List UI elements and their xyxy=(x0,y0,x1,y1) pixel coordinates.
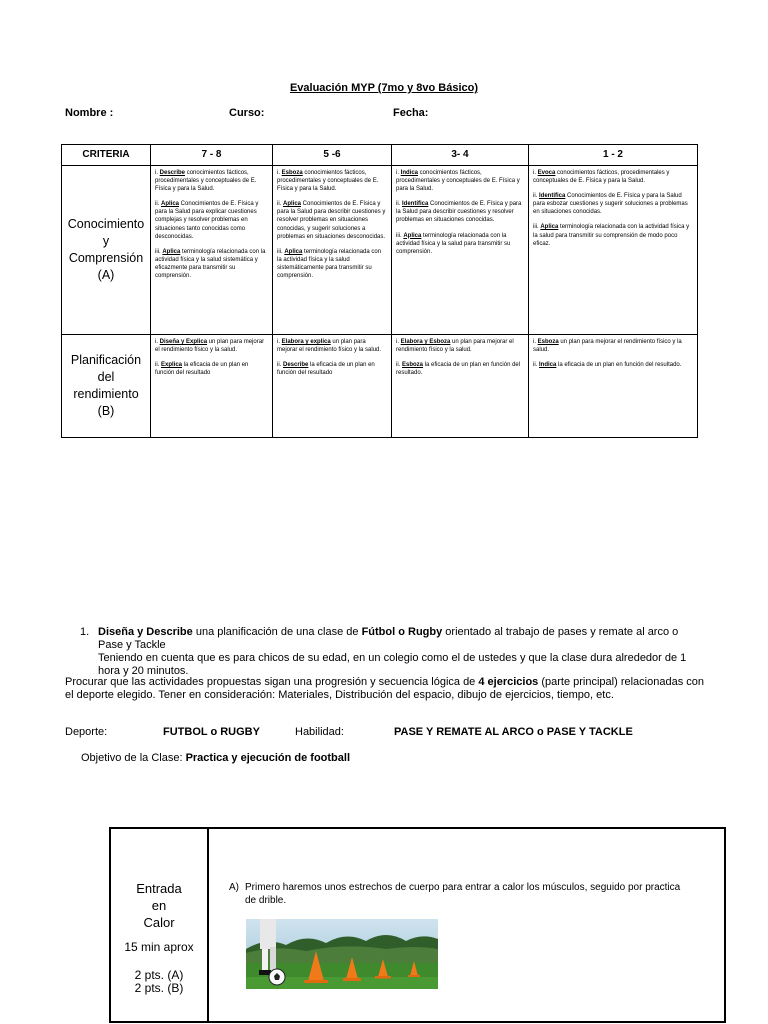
descriptor-text: la eficacia de un plan en función del resultado xyxy=(277,362,375,377)
item-a-label: A) xyxy=(229,882,239,893)
descriptor-lead: i. xyxy=(277,339,282,345)
question-line-1 xyxy=(98,626,718,639)
rubric-col-7-8: 7 - 8 xyxy=(151,145,273,166)
descriptor-verb: Esboza xyxy=(537,339,559,345)
criterion-a-line: Comprensión xyxy=(68,251,144,265)
rubric-descriptor xyxy=(155,248,268,280)
descriptor-lead: i. xyxy=(533,170,538,176)
rubric-descriptor xyxy=(155,338,268,354)
rubric-descriptor xyxy=(396,338,524,354)
rubric-descriptor xyxy=(277,200,387,240)
deporte-label: Deporte: xyxy=(65,726,108,738)
rubric-descriptor xyxy=(396,200,524,224)
question-bold-1: Diseña y Describe xyxy=(98,626,193,638)
question-line-3: Teniendo en cuenta que es para chicos de su edad, en un colegio como el de ustedes y que la clase dura alrededor de 1 xyxy=(98,652,687,664)
fecha-label: Fecha: xyxy=(393,107,429,119)
page-title: Evaluación MYP (7mo y 8vo Básico) xyxy=(289,82,479,94)
instructions-line-2: el deporte elegido. Tener en consideración: Materiales, Distribución del espacio, dibujo de ejercicios, tiempo, etc. xyxy=(65,689,614,701)
rubric-cell xyxy=(273,335,392,438)
descriptor-text: la eficacia de un plan en función del resultado. xyxy=(556,362,682,369)
descriptor-verb: Elabora y Esboza xyxy=(400,339,451,345)
deporte-value: FUTBOL o RUGBY xyxy=(163,726,260,738)
descriptor-verb: Identifica xyxy=(539,193,566,200)
descriptor-lead: iii. xyxy=(396,232,404,239)
descriptor-lead: ii. xyxy=(396,362,402,369)
rubric-descriptor xyxy=(396,232,524,256)
descriptor-verb: Aplica xyxy=(403,232,422,239)
descriptor-lead: ii. xyxy=(155,201,161,208)
criterion-b-line: Planificación xyxy=(70,353,142,368)
rubric-descriptor xyxy=(155,200,268,240)
descriptor-verb: Elabora y explica xyxy=(281,339,331,345)
descriptor-verb: Evoca xyxy=(537,170,556,176)
descriptor-lead: ii. xyxy=(533,362,539,369)
rubric-descriptor xyxy=(277,248,387,280)
rubric-cell xyxy=(529,166,698,335)
question-line-4: hora y 20 minutos. xyxy=(98,665,189,677)
descriptor-lead: ii. xyxy=(396,201,402,208)
rubric-cell xyxy=(529,335,698,438)
question-text-2: orientado al trabajo de pases y remate al arco o xyxy=(442,626,679,638)
rubric-descriptor xyxy=(277,338,387,354)
soccer-drill-photo xyxy=(246,919,438,989)
rubric-cell xyxy=(273,166,392,335)
criterion-a xyxy=(62,166,151,335)
soccer-drill-photo-icon xyxy=(246,919,438,989)
habilidad-value: PASE Y REMATE AL ARCO o PASE Y TACKLE xyxy=(394,726,633,738)
descriptor-verb: Aplica xyxy=(283,201,302,208)
descriptor-verb: Aplica xyxy=(540,224,559,231)
nombre-label: Nombre : xyxy=(65,107,114,119)
descriptor-text: conocimientos fácticos, procedimentales y conceptuales de E. Física y para la Salud. xyxy=(155,170,257,193)
instructions xyxy=(65,676,715,702)
rubric-row-b xyxy=(62,335,698,438)
item-a-line-1: Primero haremos unos estrechos de cuerpo para entrar a calor los músculos, seguido por practica xyxy=(245,882,681,893)
rubric-col-5-6: 5 -6 xyxy=(273,145,392,166)
criterion-b-line: del xyxy=(97,370,115,385)
instructions-text-2: (parte principal) relacionadas con xyxy=(538,676,704,688)
instructions-text-1: Procurar que las actividades propuestas sigan una progresión y secuencia lógica de xyxy=(65,676,479,688)
rubric-descriptor xyxy=(533,169,693,185)
rubric-descriptor xyxy=(277,169,387,193)
rubric-cell xyxy=(392,335,529,438)
criterion-a-line: (A) xyxy=(97,267,115,282)
descriptor-text: un plan para mejorar el rendimiento físico y la salud. xyxy=(277,339,382,354)
descriptor-verb: Explica xyxy=(161,362,183,369)
question-number: 1. xyxy=(80,626,90,638)
descriptor-text: terminología relacionada con la actividad física y la salud sistemática y eficazmente para transmitir su comprensión. xyxy=(155,248,266,280)
descriptor-verb: Aplica xyxy=(162,248,181,255)
descriptor-verb: Identifica xyxy=(402,201,429,208)
rubric-cell xyxy=(151,166,273,335)
item-a-text xyxy=(245,881,723,907)
points-a: 2 pts. (A) xyxy=(134,968,184,982)
rubric-table xyxy=(61,144,698,438)
descriptor-lead: iii. xyxy=(533,224,541,231)
points-b: 2 pts. (B) xyxy=(134,981,184,995)
descriptor-lead: i. xyxy=(277,170,282,176)
rubric-col-1-2: 1 - 2 xyxy=(529,145,698,166)
rubric-descriptor xyxy=(533,192,693,216)
descriptor-lead: ii. xyxy=(533,193,539,200)
criterion-b-line: rendimiento xyxy=(73,387,139,401)
question-text xyxy=(98,626,718,678)
descriptor-text: terminología relacionada con la actividad física y la salud para transmitir su comprensión. xyxy=(396,232,511,255)
descriptor-text: Conocimientos de E. Física y para la Salud para explicar cuestiones complejas y resolver problemas en situaciones tanto conocidas como desconocidas. xyxy=(155,201,259,240)
descriptor-lead: iii. xyxy=(277,248,285,255)
rubric-descriptor xyxy=(396,361,524,377)
rubric-header-row xyxy=(62,145,698,166)
instructions-line-1 xyxy=(65,676,715,689)
curso-label: Curso: xyxy=(229,107,265,119)
criterion-a-line: y xyxy=(102,234,110,249)
descriptor-text: Conocimientos de E. Física y para la Salud para describir cuestiones y resolver problemas en situaciones conocidas. xyxy=(396,201,522,224)
descriptor-verb: Aplica xyxy=(284,248,303,255)
item-a-line-2: de drible. xyxy=(245,895,287,906)
objetivo-label: Objetivo de la Clase: xyxy=(81,752,186,764)
question-bold-2: Fútbol o Rugby xyxy=(361,626,443,638)
criterion-a-line: Conocimiento xyxy=(67,217,145,232)
habilidad-label: Habilidad: xyxy=(295,726,344,738)
descriptor-verb: Aplica xyxy=(161,201,180,208)
rubric-descriptor xyxy=(533,223,693,247)
rubric-cell xyxy=(392,166,529,335)
descriptor-text: Conocimientos de E. Física y para la Salud para esbozar cuestiones y sugerir soluciones a problemas en situaciones conocidas. xyxy=(533,193,688,216)
phase-time: 15 min aprox xyxy=(124,940,194,954)
descriptor-verb: Diseña y Explica xyxy=(159,339,208,345)
descriptor-text: un plan para mejorar el rendimiento físico y la salud. xyxy=(155,339,265,354)
plan-table xyxy=(109,827,726,1023)
objetivo-value: Practica y ejecución de football xyxy=(185,752,351,764)
descriptor-text: conocimientos fácticos, procedimentales y conceptuales de E. Física y para la Salud. xyxy=(533,170,670,185)
rubric-descriptor xyxy=(277,361,387,377)
phase-line: en xyxy=(151,898,167,913)
criterion-b-line: (B) xyxy=(97,403,115,418)
descriptor-text: terminología relacionada con la actividad física y la salud sistemáticamente para transmitir su comprensión. xyxy=(277,248,382,280)
descriptor-verb: Describe xyxy=(283,362,309,369)
rubric-descriptor xyxy=(533,338,693,354)
descriptor-lead: i. xyxy=(396,339,401,345)
descriptor-lead: ii. xyxy=(277,201,283,208)
descriptor-lead: i. xyxy=(533,339,538,345)
descriptor-lead: iii. xyxy=(155,248,163,255)
question-text-1: una planificación de una clase de xyxy=(192,626,362,638)
rubric-row-a xyxy=(62,166,698,335)
criterion-b xyxy=(62,335,151,438)
phase-line: Calor xyxy=(143,915,175,930)
descriptor-text: un plan para mejorar el rendimiento físico y la salud. xyxy=(396,339,514,354)
rubric-descriptor xyxy=(396,169,524,193)
descriptor-text: terminología relacionada con la actividad física y la salud para transmitir su comprensión de modo poco eficaz. xyxy=(533,224,690,247)
descriptor-lead: i. xyxy=(396,170,401,176)
descriptor-lead: ii. xyxy=(155,362,161,369)
descriptor-lead: ii. xyxy=(277,362,283,369)
objetivo xyxy=(81,752,350,765)
descriptor-text: Conocimientos de E. Física y para la Salud para describir cuestiones y resolver problemas en situaciones conocidas, y sugerir soluciones a problemas en situaciones desconocidas. xyxy=(277,201,386,240)
descriptor-verb: Describe xyxy=(159,170,186,176)
descriptor-text: un plan para mejorar el rendimiento físico y la salud. xyxy=(533,339,682,354)
descriptor-verb: Indica xyxy=(400,170,419,176)
descriptor-lead: i. xyxy=(155,339,160,345)
rubric-col-3-4: 3- 4 xyxy=(392,145,529,166)
rubric-cell xyxy=(151,335,273,438)
descriptor-lead: i. xyxy=(155,170,160,176)
rubric-col-criteria: CRITERIA xyxy=(62,145,151,166)
descriptor-text: conocimientos fácticos, procedimentales y conceptuales de E. Física y para la Salud. xyxy=(277,170,379,193)
descriptor-text: la eficacia de un plan en función del resultado. xyxy=(396,362,521,377)
plan-left-column xyxy=(111,829,207,995)
rubric-descriptor xyxy=(533,361,693,369)
instructions-bold: 4 ejercicios xyxy=(478,676,539,688)
rubric-descriptor xyxy=(155,169,268,193)
descriptor-verb: Esboza xyxy=(281,170,303,176)
descriptor-text: conocimientos fácticos, procedimentales y conceptuales de E. Física y para la Salud. xyxy=(396,170,520,193)
plan-table-divider xyxy=(207,829,209,1021)
descriptor-verb: Indica xyxy=(539,362,557,369)
phase-line: Entrada xyxy=(136,881,182,896)
descriptor-verb: Esboza xyxy=(402,362,424,369)
rubric-descriptor xyxy=(155,361,268,377)
question-line-2: Pase y Tackle xyxy=(98,639,166,651)
descriptor-text: la eficacia de un plan en función del resultado xyxy=(155,362,249,377)
